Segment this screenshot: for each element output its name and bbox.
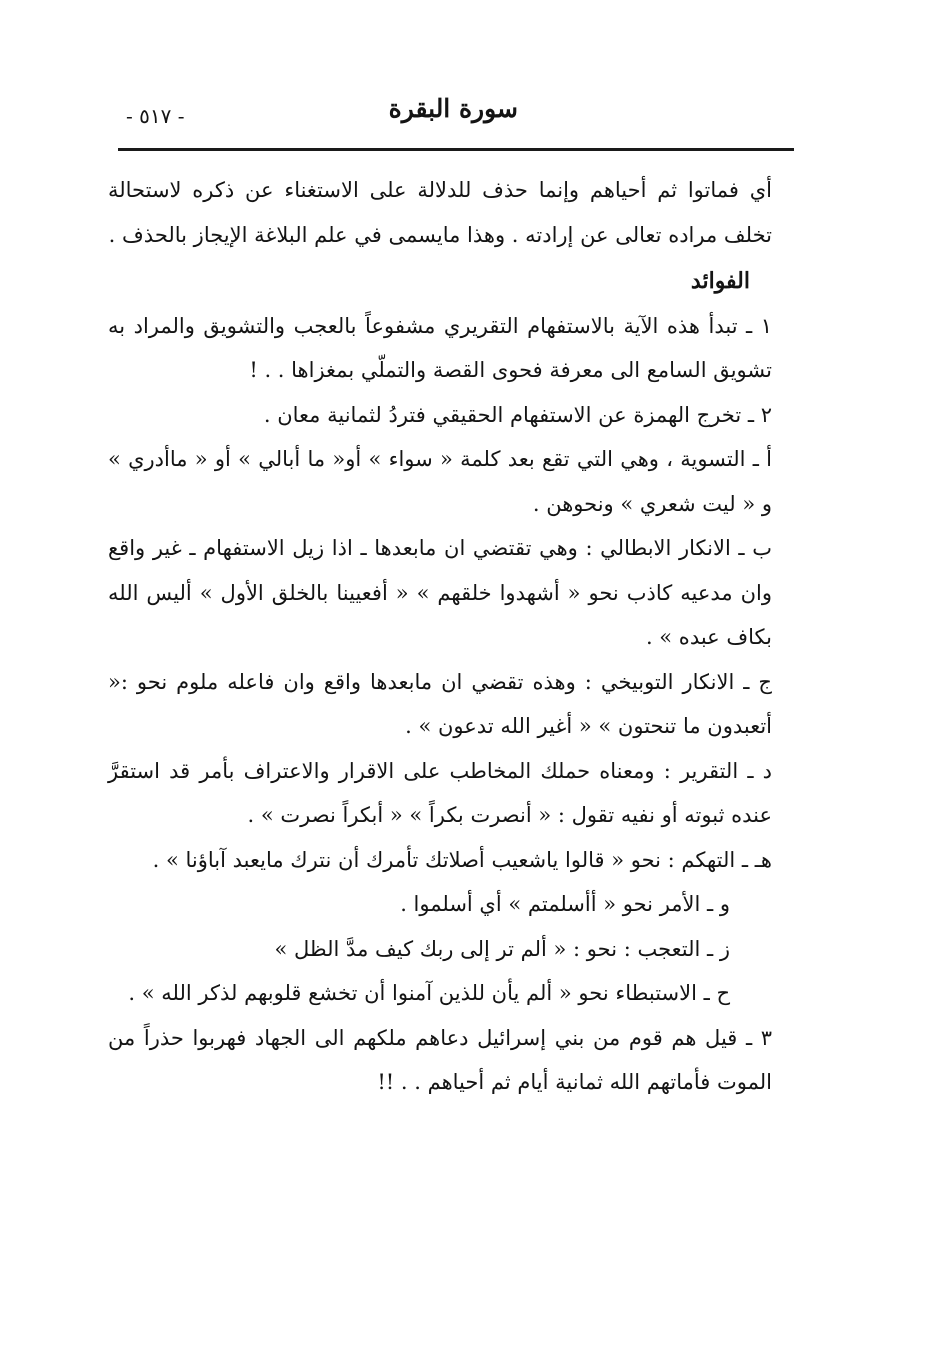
item-ha2: ح ـ الاستبطاء نحو « ألم يأن للذين آمنوا أن تخشع قلوبهم لذكر الله » . [128,981,730,1005]
item-zay: ز ـ التعجب : نحو : « ألم تر إلى ربك كيف مدَّ الظل » [274,936,730,961]
item-dal: د ـ التقرير : ومعناه حملك المخاطب على الاقرار والاعتراف بأمر قد استقرَّ عنده ثبوته أو نفيه تقول : « أنصرت بكراً » « أبكراً نصرت » . [108,758,772,827]
benefit-1: ١ ـ تبدأ هذه الآية بالاستفهام التقريري مشفوعاً بالعجب والتشويق والمراد به تشويق السامع الى معرفة فحوى القصة والتملّي بمغزاها . . ! [108,313,772,382]
item-alif: أ ـ التسوية ، وهي التي تقع بعد كلمة « سواء » أو« ما أبالي » أو « ماأدري » و « ليت شعري » ونحوهن . [108,447,772,516]
paragraph-intro: أي فماتوا ثم أحياهم وإنما حذف للدلالة على الاستغناء عن ذكره لاستحالة تخلف مراده تعالى عن إرادته . وهذا مايسمى في علم البلاغة الإيجاز بالحذف . [108,178,772,247]
page-header [118,94,794,151]
item-waw: و ـ الأمر نحو « أأسلمتم » أي أسلموا . [400,892,730,916]
item-ba: ب ـ الانكار الابطالي : وهي تقتضي ان مابعدها ـ اذا زيل الاستفهام ـ غير واقع وان مدعيه كاذب نحو « أشهدوا خلقهم » « أفعيينا بالخلق الأول » أليس الله بكاف عبده » . [108,536,772,649]
section-heading: الفوائد [690,268,750,294]
page-title: سورة البقرة [388,94,518,123]
item-jim: ج ـ الانكار التوبيخي : وهذه تقضي ان مابعدها واقع وان فاعله ملوم نحو :« أتعبدون ما تنحتون » « أغير الله تدعون » . [108,669,772,738]
benefit-2: ٢ ـ تخرج الهمزة عن الاستفهام الحقيقي فتردُ لثمانية معان . [263,402,772,427]
page-number: - ٥١٧ - [126,104,185,128]
page-body [108,168,800,1105]
item-ha: هـ ـ التهكم : نحو « قالوا ياشعيب أصلاتك تأمرك أن نترك مايعبد آباؤنا » . [152,847,772,872]
benefit-3: ٣ ـ قيل هم قوم من بني إسرائيل دعاهم ملكهم الى الجهاد فهربوا حذراً من الموت فأماتهم الله ثمانية أيام ثم أحياهم . . !! [108,1025,772,1094]
